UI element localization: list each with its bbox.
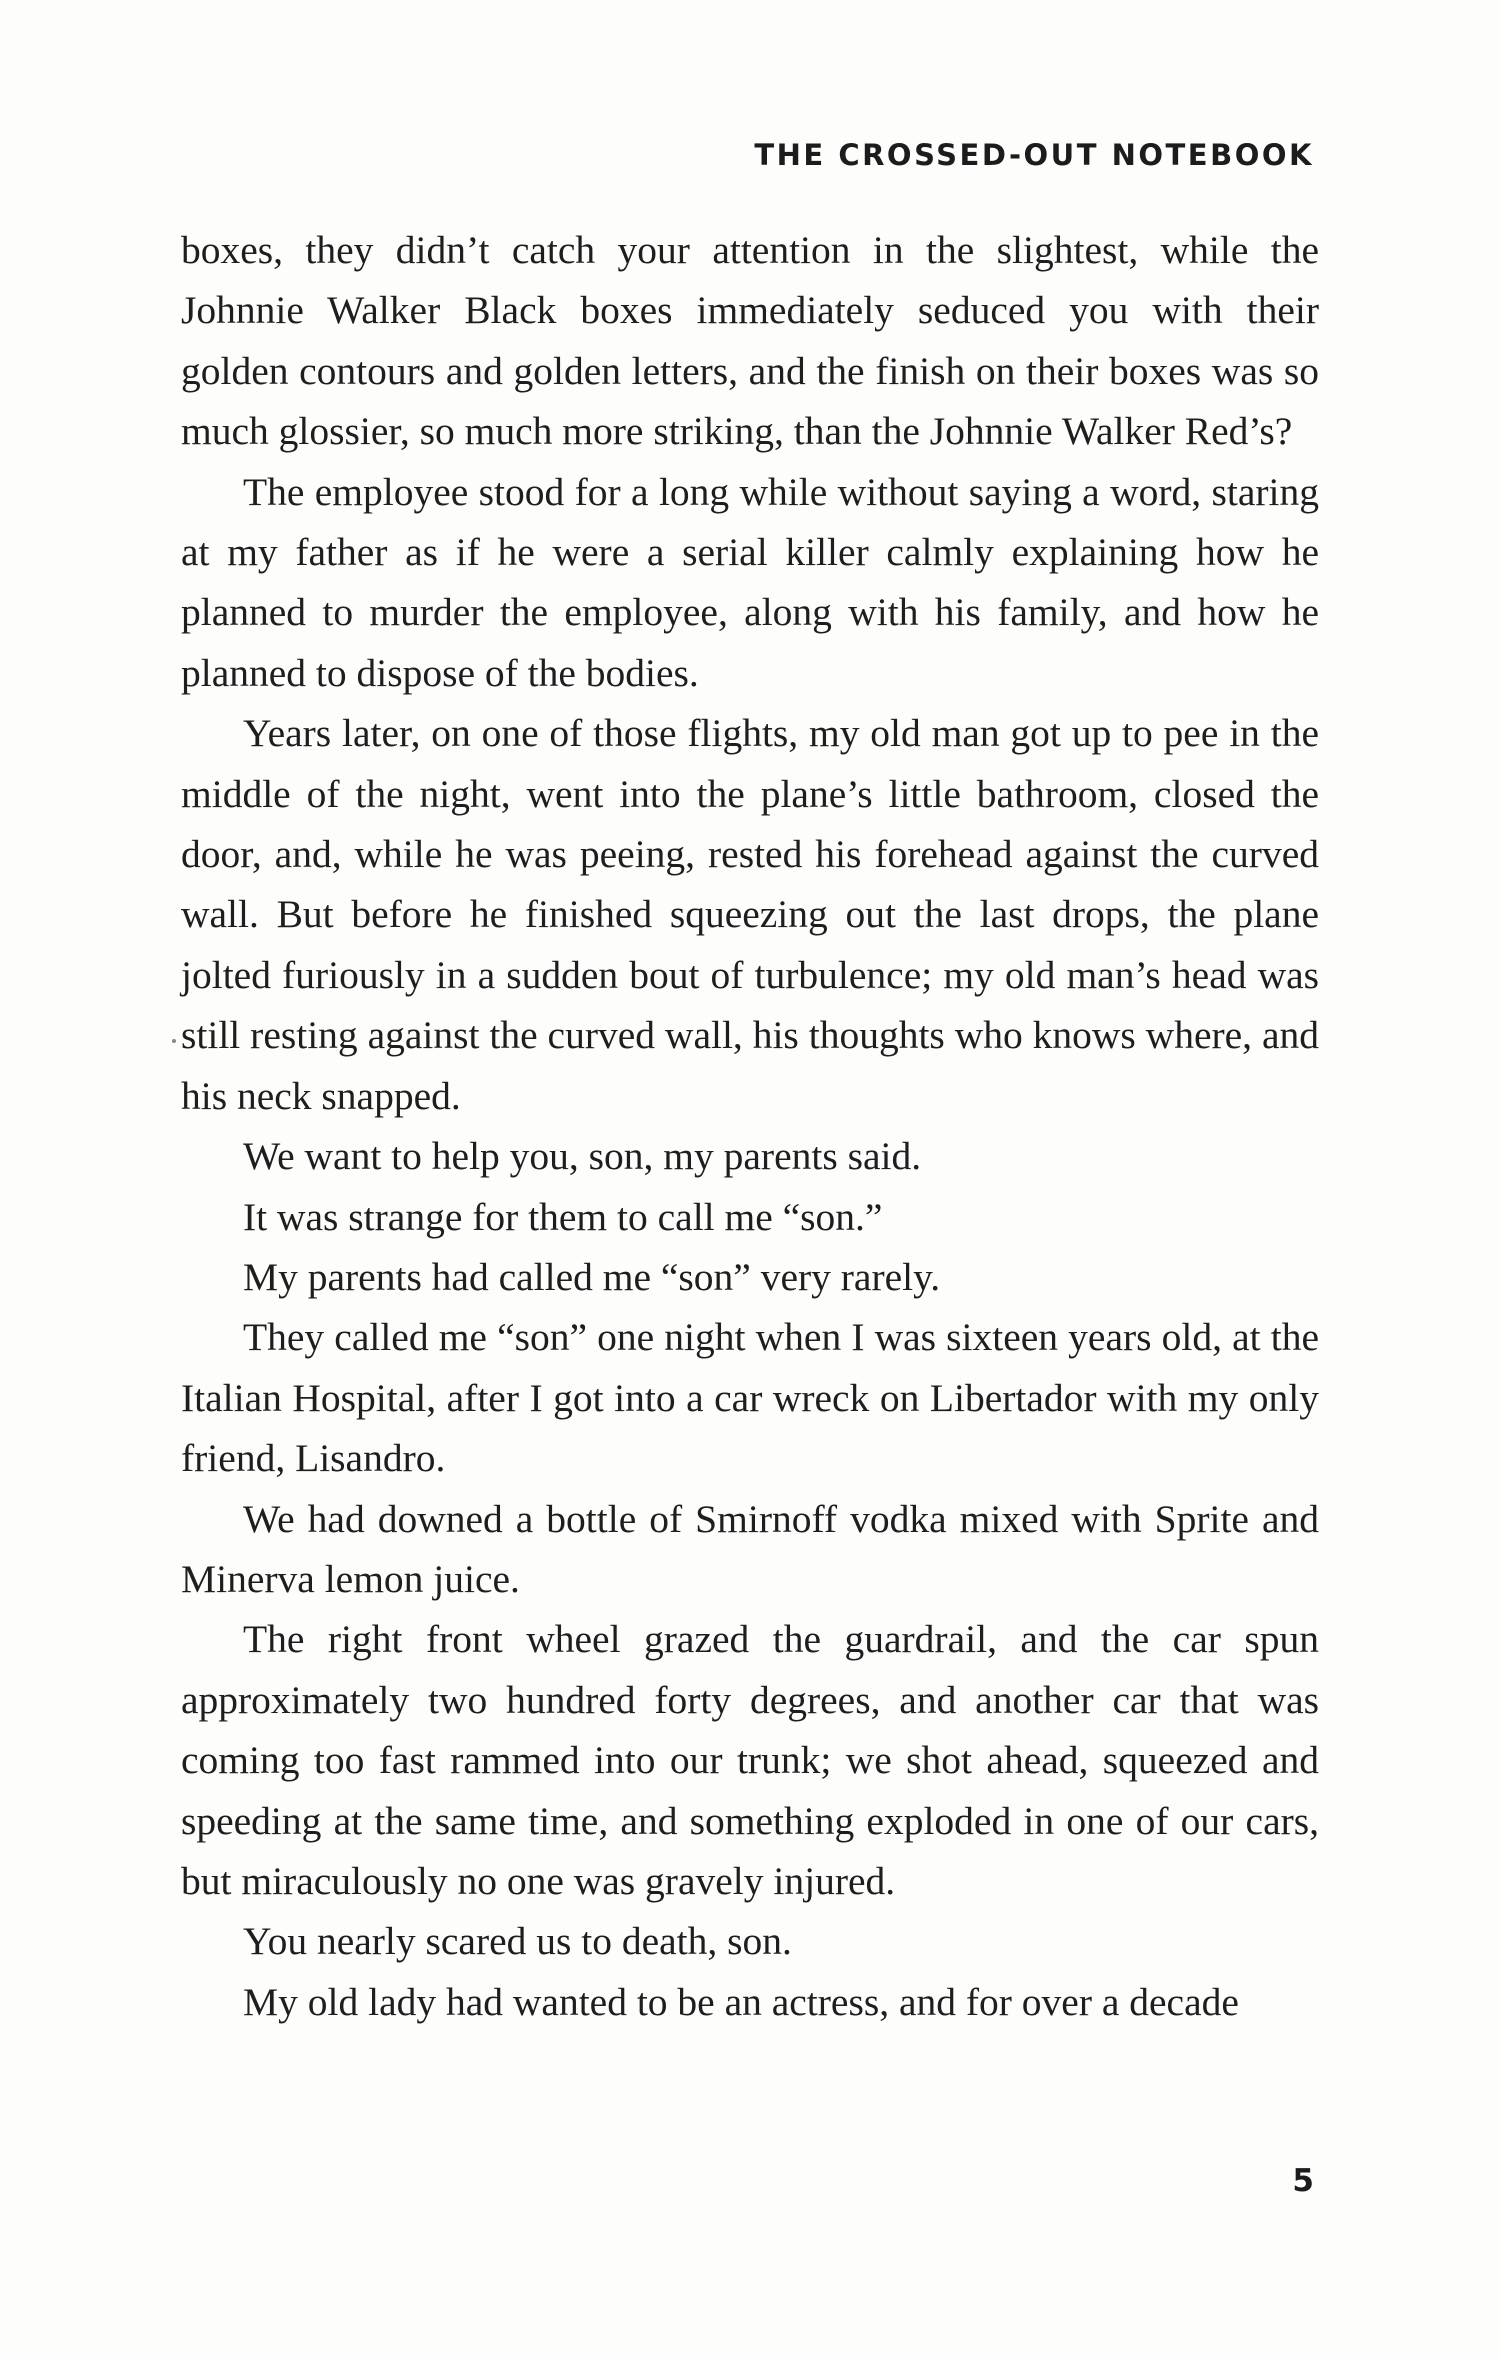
paragraph: Years later, on one of those flights, my old man got up to pee in the middle of the night, went into the plane’s little bathroom, closed the door, and, while he was peeing, rested his forehead against the curved wall. But before he finished squeezing out the last drops, the plane jolted furiously in a sudden bout of turbulence; my old man’s head was still resting against the curved wall, his thoughts who knows where, and his neck snapped. [181,711,1319,1118]
paragraph: boxes, they didn’t catch your attention in the slightest, while the Johnnie Walker Black boxes immediately seduced you with their golden contours and golden letters, and the finish on their boxes was so much glossier, so much more striking, than the Johnnie Walker Red’s? [181,228,1319,454]
paragraph: The employee stood for a long while without saying a word, staring at my father as if he were a serial killer calmly explaining how he planned to murder the employee, along with his family, and how he planned to dispose of the bodies. [181,469,1319,695]
paragraph: We want to help you, son, my parents said. [243,1134,922,1179]
page-number: 5 [1292,2163,1314,2199]
scan-speck [172,1039,176,1043]
running-head: THE CROSSED-OUT NOTEBOOK [754,138,1314,172]
paragraph: It was strange for them to call me “son.” [243,1194,883,1239]
paragraph: They called me “son” one night when I was sixteen years old, at the Italian Hospital, after I got into a car wreck on Libertador with my only friend, Lisandro. [181,1315,1319,1481]
body-text [181,220,1319,2032]
paragraph: My parents had called me “son” very rarely. [243,1254,941,1299]
paragraph: My old lady had wanted to be an actress, and for over a decade [243,1979,1239,2024]
paragraph: We had downed a bottle of Smirnoff vodka mixed with Sprite and Minerva lemon juice. [181,1496,1319,1601]
paragraph: The right front wheel grazed the guardrail, and the car spun approximately two hundred forty degrees, and another car that was coming too fast rammed into our trunk; we shot ahead, squeezed and speeding at the same time, and something exploded in one of our cars, but miraculously no one was gravely injured. [181,1617,1319,1903]
paragraph: You nearly scared us to death, son. [243,1919,792,1964]
